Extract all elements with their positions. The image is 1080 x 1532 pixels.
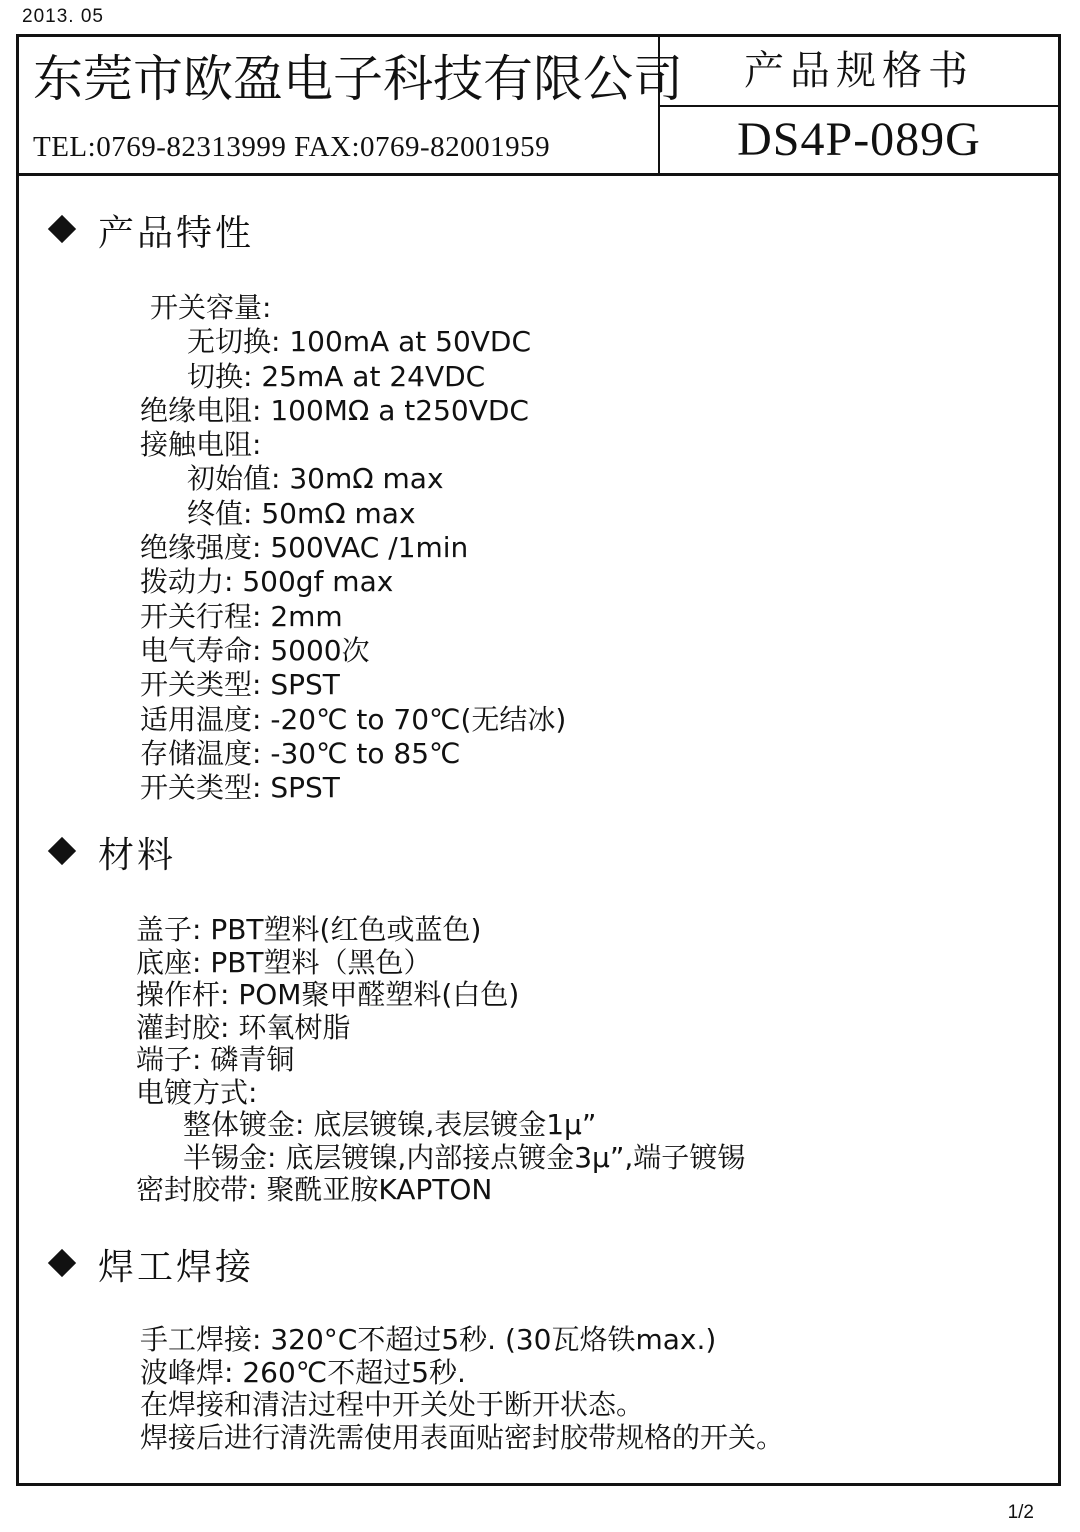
document-date: 2013. 05: [22, 6, 104, 27]
product-code: DS4P-089G: [737, 113, 981, 166]
list-item: 切换: 25mA at 24VDC: [187, 359, 486, 393]
list-item: 底座: PBT塑料（黑色）: [136, 945, 432, 979]
document-header: [19, 37, 1058, 176]
list-item: 开关类型: SPST: [140, 771, 340, 805]
list-item: 半锡金: 底层镀镍,内部接点镀金3μ”,端子镀锡: [183, 1140, 746, 1174]
diamond-bullet-icon: [48, 1249, 76, 1277]
list-item: 盖子: PBT塑料(红色或蓝色): [136, 913, 482, 946]
list-item: 适用温度: -20℃ to 70℃(无结冰): [140, 702, 567, 736]
section-title-features: [48, 212, 254, 256]
list-item: 终值: 50mΩ max: [187, 496, 416, 530]
list-item: 初始值: 30mΩ max: [187, 462, 444, 496]
list-item: 波峰焊: 260℃不超过5秒.: [140, 1355, 466, 1389]
section-title-materials: [48, 834, 176, 878]
section-title-text: 焊工焊接: [98, 1247, 255, 1288]
list-item: 手工焊接: 320°C不超过5秒. (30瓦烙铁max.): [140, 1323, 717, 1356]
materials-list: [136, 914, 745, 1207]
company-block: [19, 37, 683, 173]
list-item: 开关行程: 2mm: [140, 599, 343, 633]
features-list: [140, 291, 566, 805]
document-title: 产品规格书: [660, 37, 1058, 107]
list-item: 电镀方式:: [136, 1075, 258, 1109]
section-title-text: 材料: [98, 835, 177, 876]
list-item: 电气寿命: 5000次: [140, 633, 370, 667]
list-item: 绝缘电阻: 100MΩ a t250VDC: [140, 393, 529, 427]
list-item: 密封胶带: 聚酰亚胺KAPTON: [136, 1173, 493, 1206]
list-item: 整体镀金: 底层镀镍,表层镀金1μ”: [183, 1108, 597, 1141]
list-item: 开关类型: SPST: [140, 668, 340, 702]
list-item: 在焊接和清洁过程中开关处于断开状态。: [140, 1388, 645, 1421]
list-item: 存储温度: -30℃ to 85℃: [140, 736, 461, 770]
company-name: 东莞市欧盈电子科技有限公司: [33, 50, 683, 108]
section-title-soldering: [48, 1246, 254, 1290]
list-item: 开关容量:: [150, 291, 272, 324]
company-contact: TEL:0769-82313999 FAX:0769-82001959: [33, 131, 551, 163]
list-item: 焊接后进行清洗需使用表面贴密封胶带规格的开关。: [140, 1420, 785, 1454]
diamond-bullet-icon: [48, 837, 76, 865]
spec-block: [660, 37, 1058, 173]
diamond-bullet-icon: [48, 215, 76, 243]
page-number: 1/2: [1007, 1502, 1034, 1523]
section-title-text: 产品特性: [98, 213, 255, 254]
list-item: 拨动力: 500gf max: [140, 565, 394, 599]
list-item: 绝缘强度: 500VAC /1min: [140, 531, 469, 565]
list-item: 灌封胶: 环氧树脂: [136, 1010, 351, 1044]
list-item: 无切换: 100mA at 50VDC: [187, 325, 532, 359]
list-item: 操作杆: POM聚甲醛塑料(白色): [136, 978, 520, 1011]
soldering-list: [140, 1324, 784, 1454]
list-item: 端子: 磷青铜: [136, 1043, 295, 1076]
list-item: 接触电阻:: [140, 428, 262, 462]
